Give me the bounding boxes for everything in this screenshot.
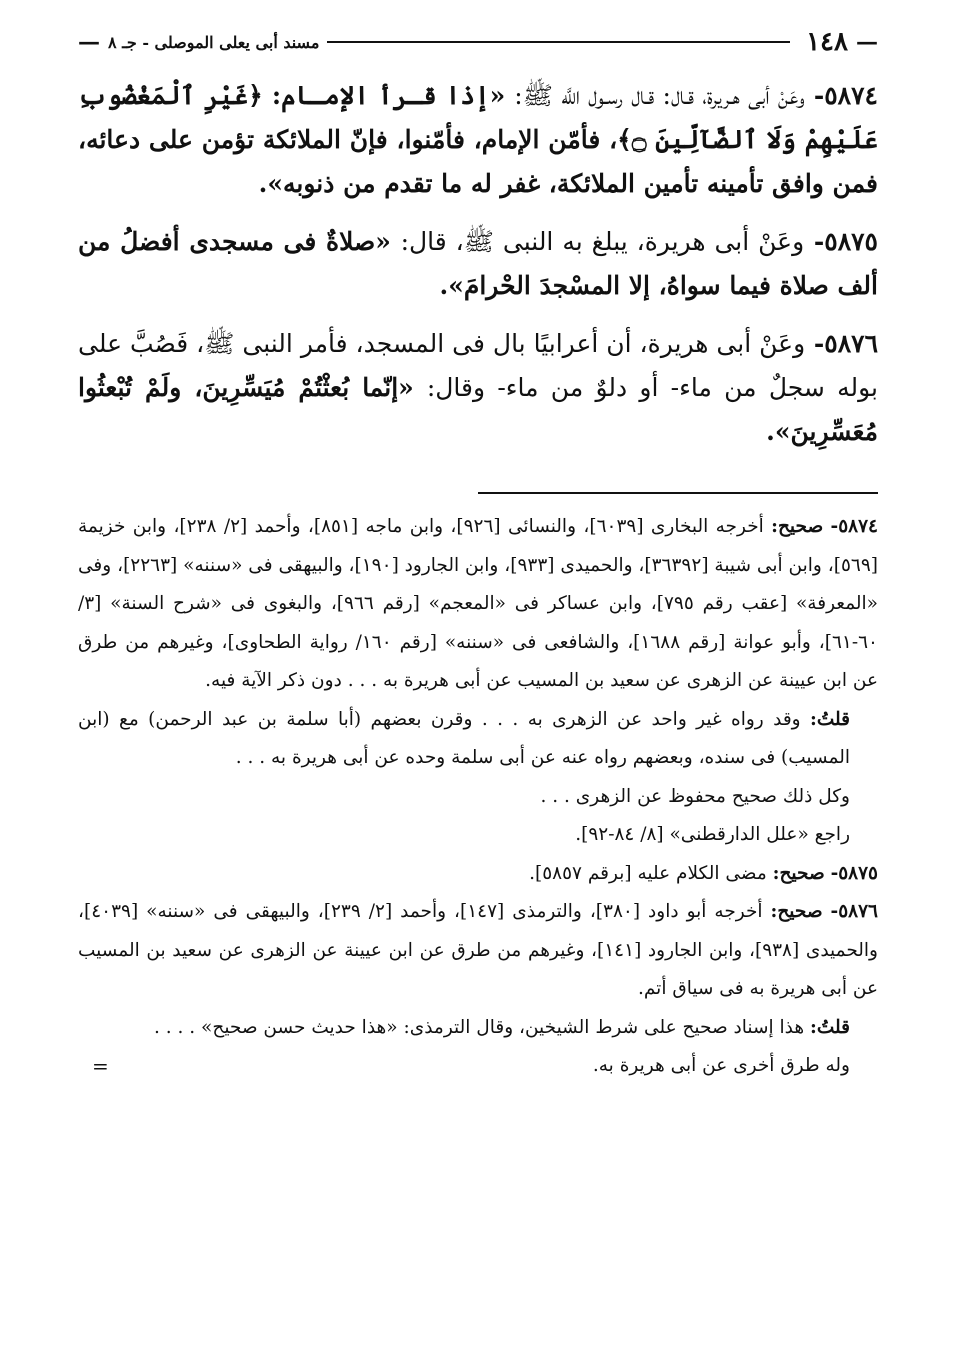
book-title: مسند أبى يعلى الموصلى - جـ ٨ <box>108 32 320 52</box>
footnote-5874 <box>78 508 878 701</box>
footnote-5874-line3: راجع «علل الدارقطنى» [٨/ ٨٤-٩٢]. <box>575 824 850 845</box>
footnote-grade: صحيح: <box>772 862 825 884</box>
qultu-label: قلتُ: <box>810 1016 850 1038</box>
hadith-quote: «صلاةٌ فى مسجدى أفضلُ من ألف صلاة فيما سواهُ، إلا المسْجدَ الحْرامَ». <box>78 227 878 300</box>
footnote-5874-qultu <box>78 701 878 778</box>
footnote-5876-line2: وله طرق أخرى عن أبى هريرة به. <box>592 1055 850 1076</box>
header-dash-left: — <box>78 29 100 55</box>
page-header <box>78 22 878 62</box>
footnote-5876-last-line <box>78 1047 878 1086</box>
hadith-5875 <box>78 220 878 308</box>
footnote-separator <box>478 492 878 494</box>
header-rule <box>327 41 790 43</box>
qultu-text: وقد رواه غير واحد عن الزهرى به . . . وقرن بعضهم (أبا سلمة بن عبد الرحمن) مع (ابن المسيب) فى سنده، وبعضهم رواه عنه عن أبى سلمة وحده عن أبى هريرة به . . . <box>78 708 850 768</box>
hadith-quote: «إنّما بُعثْتُمْ مُيَسِّرِينَ، ولَمْ تُبْعثُوا مُعَسِّرِينَ». <box>78 373 878 446</box>
footnote-5875 <box>78 855 878 894</box>
footnote-5874-line2: وكل ذلك صحيح محفوظ عن الزهرى . . . <box>540 785 850 807</box>
footnote-number: ٥٨٧٦- <box>830 901 878 922</box>
footnotes <box>78 508 878 1086</box>
footnote-text: مضى الكلام عليه [برقم ٥٨٥٧]. <box>529 862 767 884</box>
header-dash-right: — <box>856 29 878 55</box>
qultu-text: هذا إسناد صحيح على شرط الشيخين، وقال الترمذى: «هذا حديث حسن صحيح» . . . . <box>154 1016 805 1038</box>
footnote-number: ٥٨٧٤- <box>830 516 878 537</box>
hadith-5876 <box>78 322 878 454</box>
footnote-separator-wrap <box>78 468 878 508</box>
hadith-number: ٥٨٧٥- <box>813 227 878 256</box>
hadith-narration: وعَنْ أبى هريرة، أن أعرابيًا بال فى المسجد، فأمر النبى ﷺ، فَصُبَّ على بوله سجلٌ من ماء- أو دلوٌ من ماء- وقال: <box>78 329 878 402</box>
footnote-number: ٥٨٧٥- <box>830 862 878 884</box>
qultu-label: قلتُ: <box>810 708 850 730</box>
hadith-quote: «إذا قـرأ الإمـام: ﴿غَيْرِ ٱلْمَغْضُوبِ عَلَيْهِمْ وَلَا ٱلضَّآلِّينَ ۝﴾، فأمّن الإمام، فأمّنوا، فإنّ الملائكة تؤمن على دعائه، فمن وافق تأمينه تأمين الملائكة، غفر له ما تقدم من ذنوبه». <box>78 81 878 198</box>
hadith-narration: وعَنْ أبى هريرة، يبلغ به النبى ﷺ، قال: <box>400 227 805 256</box>
footnote-grade: صحيح: <box>771 516 824 537</box>
hadith-number: ٥٨٧٤- <box>813 81 878 110</box>
footnote-text: أخرجه البخارى [٦٠٣٩]، والنسائى [٩٢٦]، وابن ماجه [٨٥١]، وأحمد [٢/ ٢٣٨]، وابن خزيمة [٥٦٩]، وابن أبى شيبة [٣٦٣٩٢]، والحميدى [٩٣٣]، وابن الجارود [١٩٠]، والبيهقى فى «سننه» [٢٢٦٣]، وفى «المعرفة» [عقب رقم ٧٩٥]، وابن عساكر فى «المعجم» [رقم ٩٦٦]، والبغوى فى «شرح السنة» [٣/ ٦٠-٦١]، وأبو عوانة [رقم ١٦٨٨]، والشافعى فى «سننه» [رقم ١٦٠/ رواية الطحاوى]، وغيرهم من طرق عن ابن عيينة عن الزهرى عن سعيد بن المسيب عن أبى هريرة به . . . دون ذكر الآية فيه. <box>78 516 878 691</box>
footnote-5876-qultu <box>78 1009 878 1048</box>
page-number: ١٤٨ <box>806 27 848 57</box>
footnote-5876 <box>78 893 878 1009</box>
hadith-number: ٥٨٧٦- <box>813 329 878 358</box>
continuation-mark: = <box>92 1054 109 1078</box>
hadith-narration: وعَنْ أبى هـريرة، قـال: قـال رسـول اللَّه ﷺ: <box>514 81 805 110</box>
book-page <box>78 22 878 1086</box>
footnote-text: أخرجه أبو داود [٣٨٠]، والترمذى [١٤٧]، وأحمد [٢/ ٢٣٩]، والبيهقى فى «سننه» [٤٠٣٩]، والحميدى [٩٣٨]، وابن الجارود [١٤١]، وغيرهم من طرق عن ابن عيينة عن الزهرى عن سعيد بن المسيب عن أبى هريرة به فى سياق أتم. <box>78 901 878 999</box>
hadith-5874 <box>78 74 878 206</box>
footnote-grade: صحيح: <box>770 901 823 922</box>
